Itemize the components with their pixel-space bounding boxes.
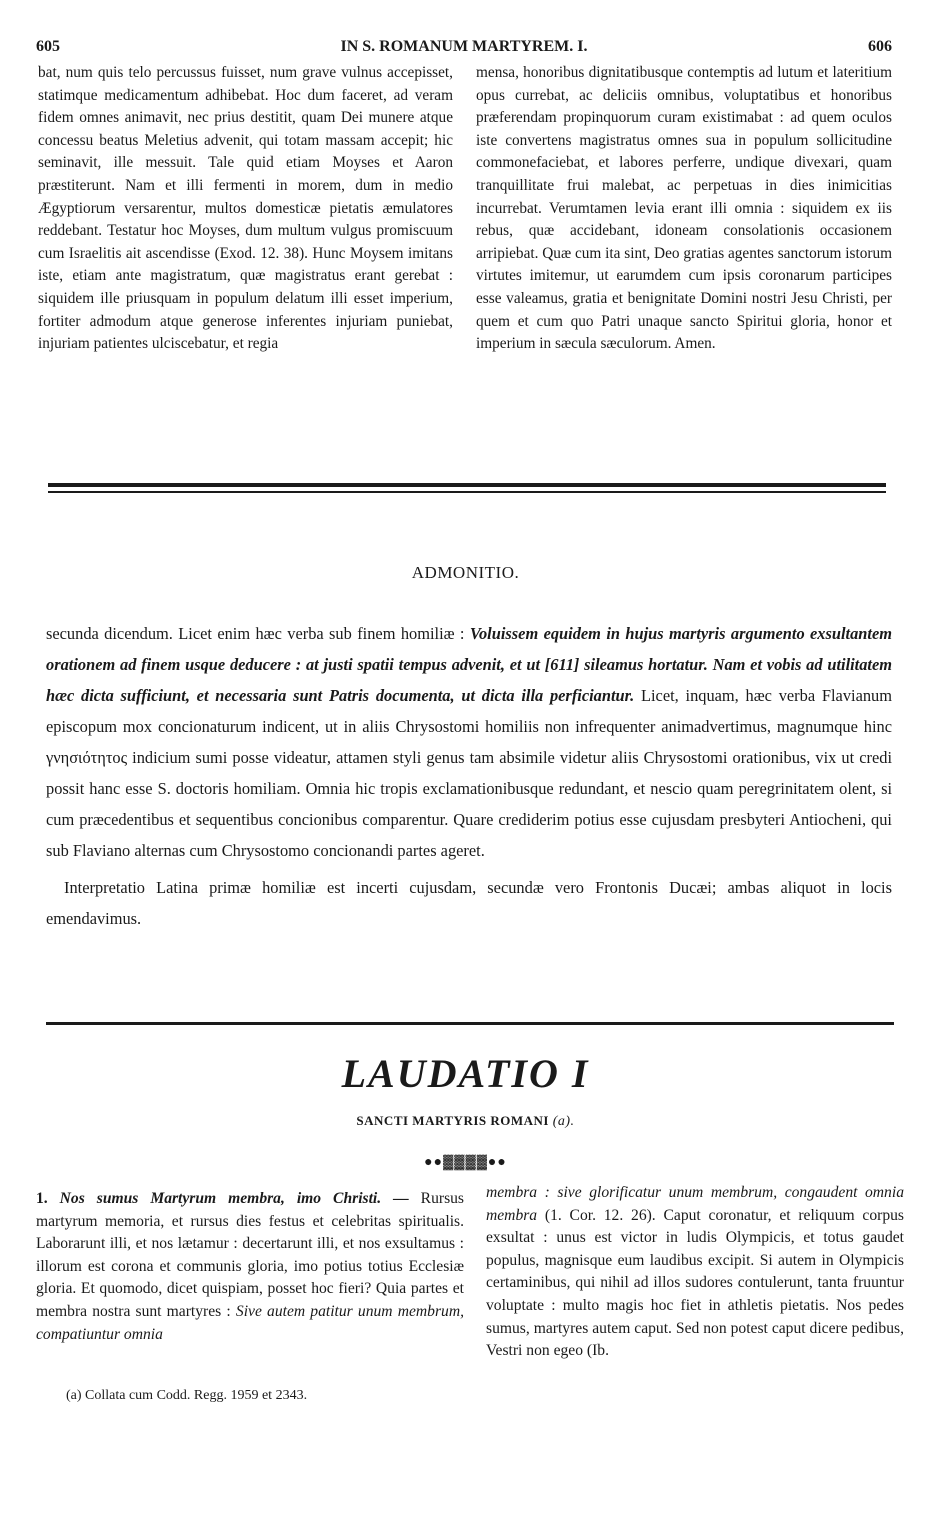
admonitio-paragraph-2: Interpretatio Latina primæ homiliæ est incerti cujusdam, secundæ vero Frontonis Ducæi; ambas aliquot in locis emendavimus. (46, 878, 892, 928)
top-right-column (476, 62, 892, 356)
top-right-text: mensa, honoribus dignitatibusque contemptis ad lutum et lateritium opus currebat, ac deliciis omnibus, voluptatibus et honoribus præferendam propinquorum curam existimabat : ad quem oculos iste convertens magistratus omnes sua in populum sollicitudine commonefaciebat, et labores perferre, undique divexari, quam tranquillitate frui malebat, ac perpetuas in dies inimicitias incurrebat. Verumtamen levia erant illi omnia : siquidem ex iis rebus, quæ accidebant, idoneam consolationis occasionem arripiebat. Quæ cum ita sint, Deo gratias agentes sanctorum istorum virtutes imitemur, ut earumdem cum ipsis coronarum participes esse valeamus, gratia et benignitate Domini nostri Jesu Christi, per quem et cum quo Patri unaque sancto Spiritui gloria, honor et imperium in sæcula sæculorum. Amen. (476, 64, 892, 353)
admonitio-title: ADMONITIO. (411, 563, 520, 582)
running-header (36, 38, 892, 58)
top-left-column (38, 62, 453, 356)
paragraph-1-continued (486, 1182, 904, 1363)
paragraph-text: Rursus martyrum memoria, et rursus dies festus et celebritas spiritualis. Laborarunt illi, et nos lætamur : decertarunt illi, et nos exsultamus : illorum est corona et communis gloria, imo potius totius Ecclesiæ gloria. Et quomodo, dicet quispiam, posset hoc fieri? Quia partes et membra nostra sunt martyres : (36, 1190, 465, 1320)
admonitio-text: secunda dicendum. Licet enim hæc verba sub finem homiliæ : (46, 624, 470, 643)
ornament-icon: ●●▓▓▓▓●● (424, 1155, 507, 1170)
paragraph-text: Caput coronatur, et reliquum corpus exsultat : unus est victor in ludis Olympicis, et totus gaudet populus, magnisque eum laudibus excipit. Si autem in Olympicis certaminibus, qui nihil ad illos sudores contulerunt, tanta fruuntur voluptate : multo magis hoc fiet in athletis pietatis. Nos pedes sumus, martyres autem caput. Sed non potest caput dicere pedibus, Vestri non egeo (Ib. (486, 1206, 904, 1360)
footnote: (a) Collata cum Codd. Regg. 1959 et 2343. (66, 1388, 308, 1403)
top-left-text: bat, num quis telo percussus fuisset, num grave vulnus accepisset, statimque medicamentum adhibebat. Hoc dum faceret, ad veram fidem omnes animavit, nec prius destitit, quam Dei munere atque concessu beatus Meletius advenit, qui totam massam accepit; hic seminavit, ille messuit. Tale quid etiam Moyses et Aaron præstiterunt. Nam et illi fermenti in morem, dum in medio Ægyptiorum versarentur, multos domesticæ pietatis æmulatores reddebant. Testatur hoc Moyses, dum multum vulgus promiscuum cum Israelitis ait ascendisse (Exod. 12. 38). Hunc Moysem imitans iste, etiam ante magistratum, quæ magistratus erant gerebat : siquidem ille priusquam in populum delatum illi esset imperium, fortiter admodum atque generose inferentes injuriam puniebat, injuriam patientes ulciscebatur, et regia (38, 64, 453, 353)
laudatio-title: LAUDATIO I (341, 1051, 590, 1096)
laudatio-subtitle (0, 1113, 931, 1130)
bottom-left-column (36, 1188, 464, 1346)
scripture-reference: (1. Cor. 12. 26). (537, 1206, 656, 1224)
scripture-quote: Sive autem patitur unum membrum, compatiuntur omnia (36, 1302, 464, 1343)
bottom-right-column (486, 1182, 904, 1363)
footnote-marker: (a). (552, 1114, 575, 1129)
page-number-right: 606 (868, 38, 892, 55)
scripture-quote: membra : sive glorificatur unum membrum, congaudent omnia membra (486, 1184, 904, 1224)
admonitio-paragraph-1 (46, 618, 892, 866)
paragraph-1 (36, 1188, 464, 1346)
admonitio-body (46, 618, 892, 934)
page-number-left: 605 (36, 38, 60, 55)
admonitio-quotation: Voluissem equidem in hujus martyris argumento exsultantem orationem ad finem usque deducere : at justi spatii tempus advenit, et ut [611] sileamus hortatur. Nam et vobis ad utilitatem hæc dicta sufficiunt, et necessaria sunt Patris documenta, ut dicta illa perficiantur. (46, 624, 892, 705)
section-divider-thin (48, 491, 886, 493)
section-divider (48, 483, 886, 487)
running-title: IN S. ROMANUM MARTYREM. I. (340, 38, 588, 55)
laudatio-subtitle-text: SANCTI MARTYRIS ROMANI (356, 1113, 549, 1128)
section-divider-2 (46, 1022, 894, 1025)
admonitio-text: Licet, inquam, hæc verba Flavianum episcopum mox concionaturum indicent, ut in aliis Chrysostomi homiliis non infrequenter animadvertimus, magnumque hinc γνησιότητος indicium sumi posse videatur, attamen styli genus tam absimile videtur aliis Chrysostomi orationibus, vix ut credi possit hanc esse S. doctoris homiliam. Omnia hic tropis exclamationibusque redundant, et nescio quam peregrinitatem olent, si cum præcedentibus et sequentibus concionibus comparentur. Quare crediderim potius esse cujusdam presbyteri Antiocheni, qui sub Flaviano alternas cum Chrysostomo concionandi partes ageret. (46, 686, 892, 860)
paragraph-heading: Nos sumus Martyrum membra, imo Christi. — (59, 1190, 409, 1207)
paragraph-number: 1. (36, 1190, 48, 1207)
